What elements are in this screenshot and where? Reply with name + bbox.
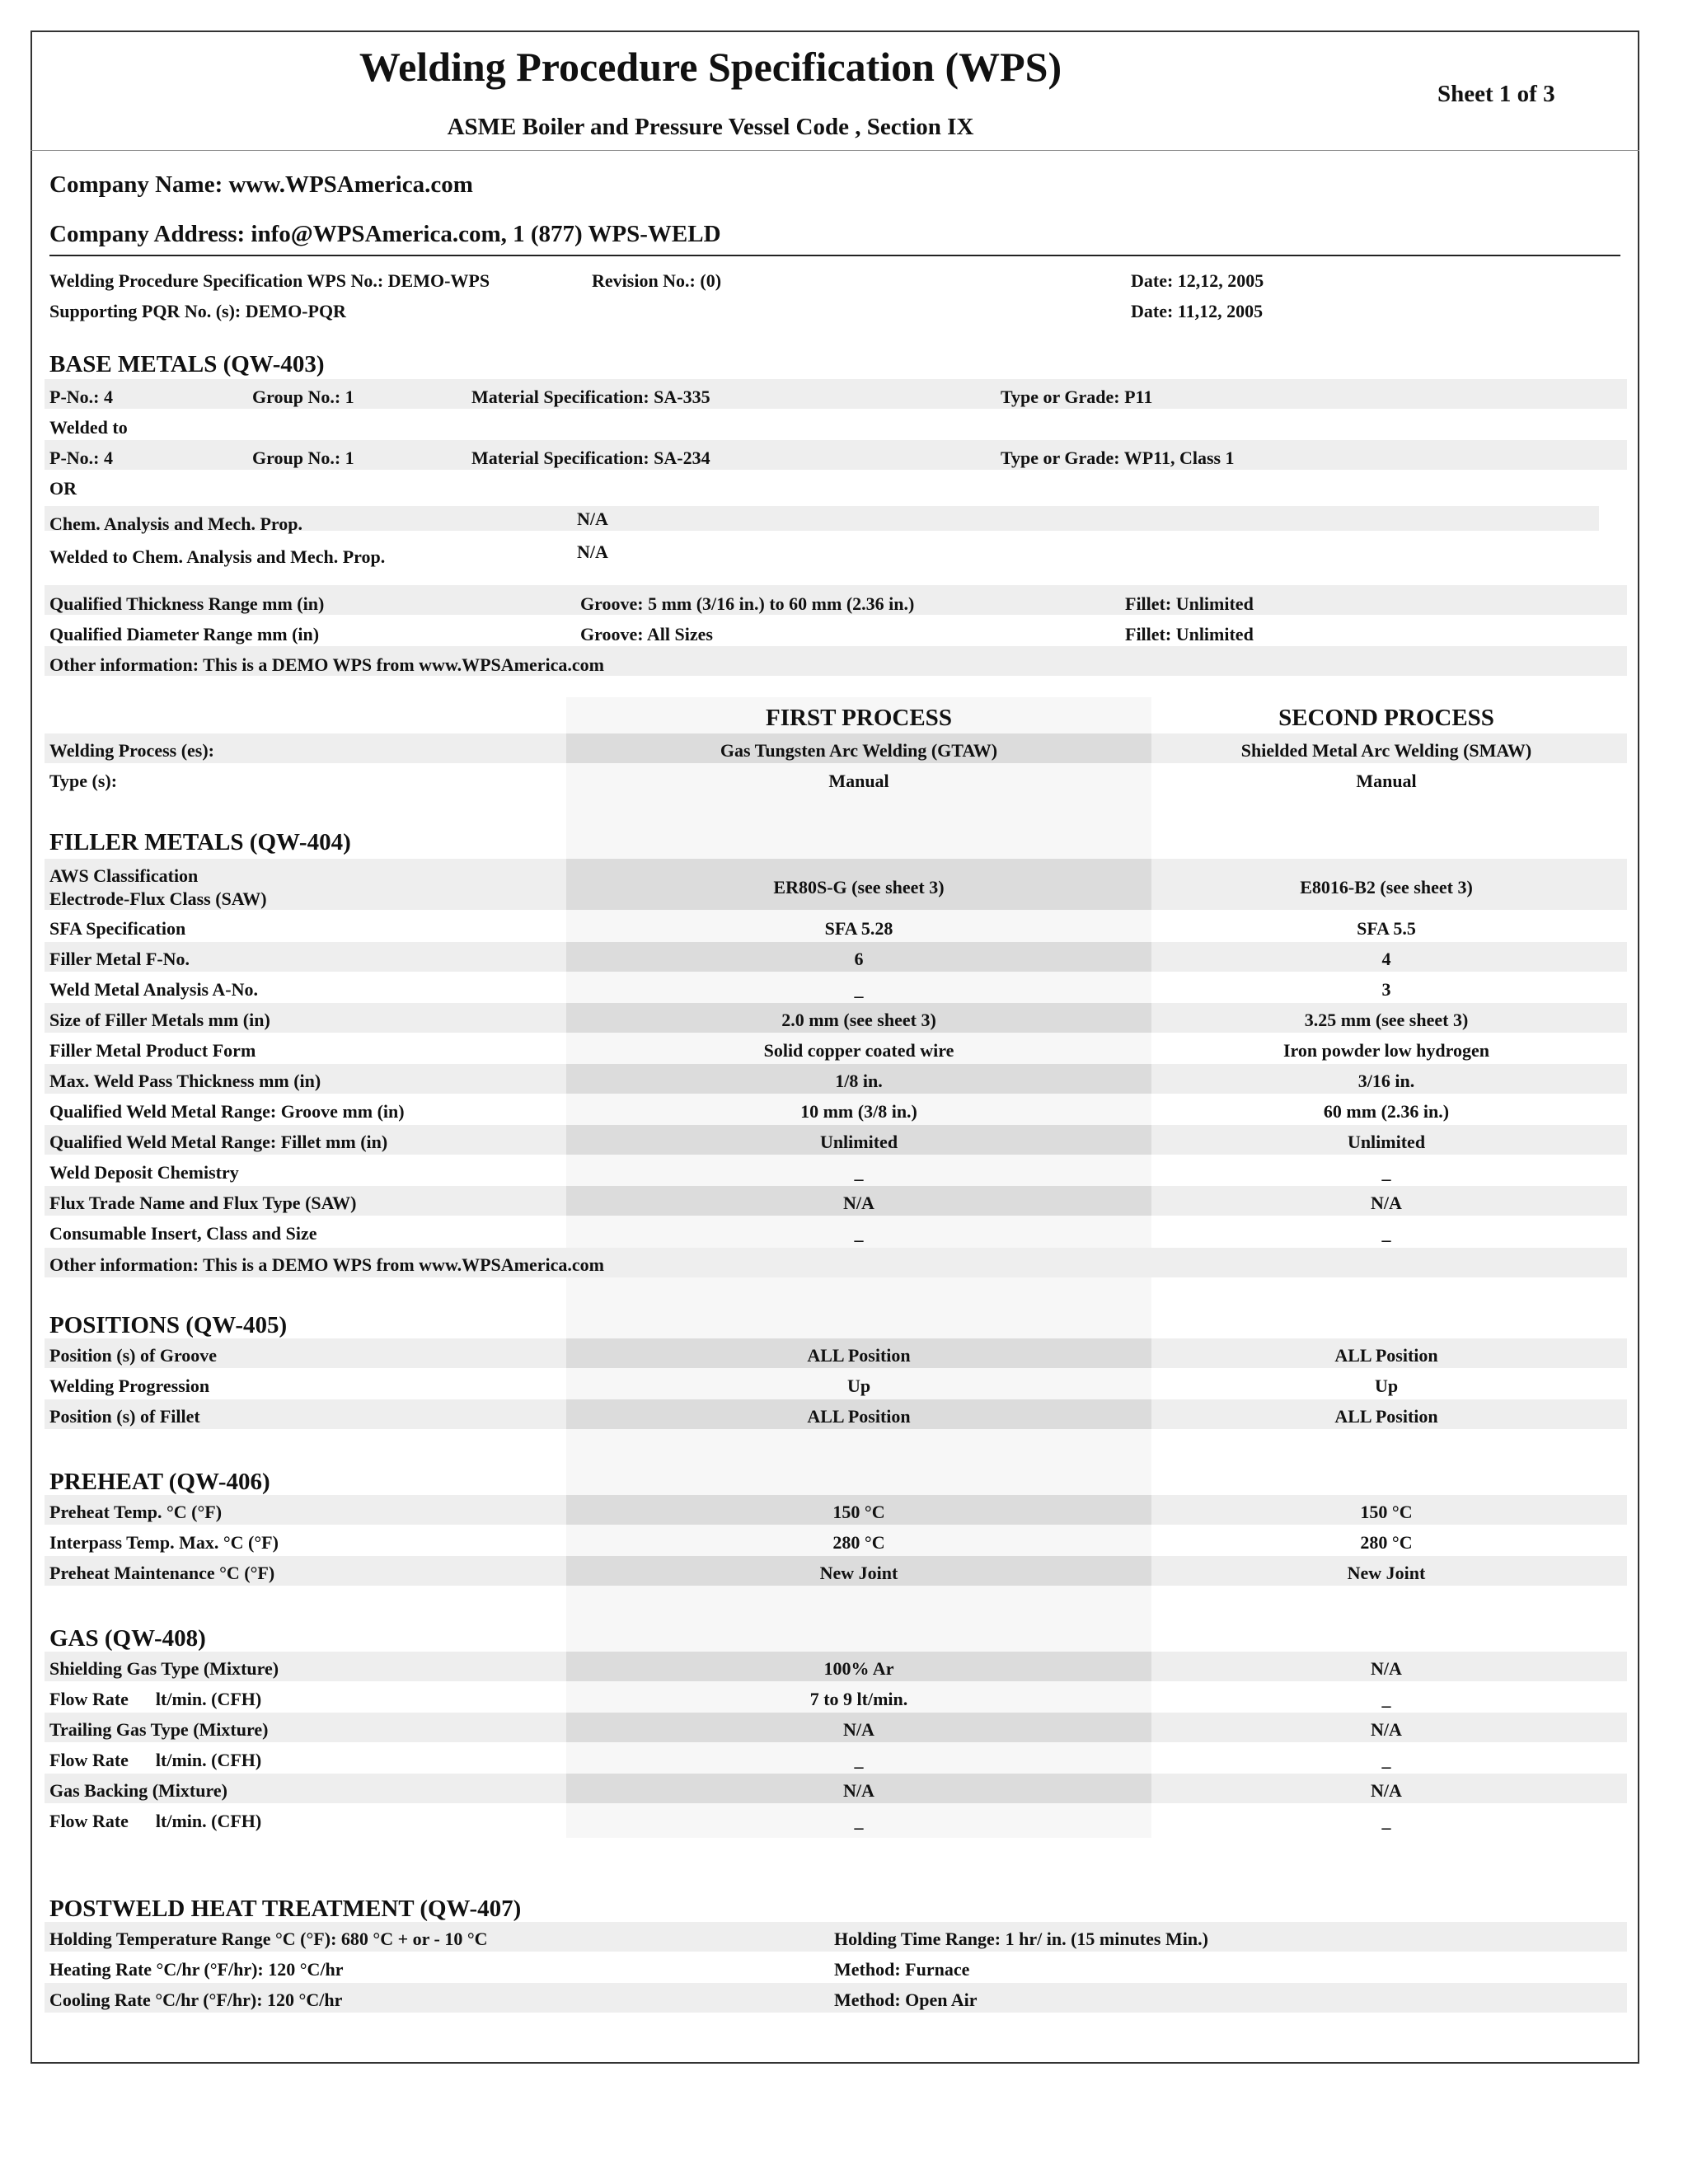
filler-row-second: Iron powder low hydrogen [1283,1040,1489,1061]
gas-row-second: _ [1381,1811,1391,1831]
filler-row-second: N/A [1371,1193,1402,1213]
filler-row-label: Consumable Insert, Class and Size [49,1223,317,1244]
pwht-row-right: Method: Open Air [834,1990,978,2010]
revision-number: Revision No.: (0) [592,270,722,291]
diameter-groove: Groove: All Sizes [580,624,713,644]
gas-row-label: Gas Backing (Mixture) [49,1780,227,1801]
preheat-row-first: New Joint [819,1563,898,1583]
wps-date: Date: 12,12, 2005 [1131,270,1264,291]
process-row-first: Manual [828,771,889,791]
positions-row-first: ALL Position [807,1345,911,1366]
filler-row-first: Unlimited [819,1132,898,1152]
base-metals-heading: BASE METALS (QW-403) [49,351,325,377]
header-divider [30,150,1639,151]
pwht-row-left: Holding Temperature Range °C (°F): 680 °C + or - 10 °C [49,1929,488,1949]
filler-row-second: _ [1381,1223,1391,1244]
positions-row-second: ALL Position [1334,1406,1438,1427]
thickness-range-label: Qualified Thickness Range mm (in) [49,593,325,614]
welded-chem-label: Welded to Chem. Analysis and Mech. Prop. [49,546,386,567]
process-row-second: Shielded Metal Arc Welding (SMAW) [1240,740,1532,761]
preheat-row-second: 280 °C [1360,1532,1413,1553]
company-address: Company Address: info@WPSAmerica.com, 1 (877) WPS-WELD [49,221,721,247]
sheet-number: Sheet 1 of 3 [1437,81,1555,107]
group-no-1: Group No.: 1 [252,387,354,407]
positions-row-label: Position (s) of Groove [49,1345,218,1366]
filler-row-first: N/A [843,1193,874,1213]
gas-row-label: Flow Rate lt/min. (CFH) [49,1811,262,1831]
chem-analysis-value: N/A [577,509,608,529]
filler-row-second: 4 [1381,949,1391,969]
gas-row-second: _ [1381,1689,1391,1709]
filler-row-second: 60 mm (2.36 in.) [1323,1101,1450,1122]
p-no-1: P-No.: 4 [49,387,113,407]
filler-row-second: 3 [1381,979,1391,1000]
gas-row-first: 100% Ar [823,1658,894,1679]
gas-row-first: N/A [843,1780,874,1801]
pqr-number: Supporting PQR No. (s): DEMO-PQR [49,301,346,321]
pwht-row-left: Cooling Rate °C/hr (°F/hr): 120 °C/hr [49,1990,343,2010]
preheat-row-label: Preheat Temp. °C (°F) [49,1502,223,1522]
pwht-row-right: Holding Time Range: 1 hr/ in. (15 minutes Min.) [834,1929,1208,1949]
positions-row-label: Welding Progression [49,1376,210,1396]
process-row-first: Gas Tungsten Arc Welding (GTAW) [720,740,998,761]
filler-row-second: _ [1381,1162,1391,1183]
filler-row-label: Flux Trade Name and Flux Type (SAW) [49,1193,357,1213]
type-grade-1: Type or Grade: P11 [1001,387,1153,407]
gas-row-first: _ [854,1811,864,1831]
preheat-row-label: Preheat Maintenance °C (°F) [49,1563,275,1583]
chem-analysis-label: Chem. Analysis and Mech. Prop. [49,513,303,534]
process-row-label: Welding Process (es): [49,740,215,761]
filler-row-second: 3/16 in. [1357,1071,1415,1091]
filler-row-label: Max. Weld Pass Thickness mm (in) [49,1071,321,1091]
gas-row-first: N/A [843,1719,874,1740]
preheat-heading: PREHEAT (QW-406) [49,1469,270,1495]
page-title: Welding Procedure Specification (WPS) [359,44,1062,90]
positions-row-second: ALL Position [1334,1345,1438,1366]
filler-row-first: 6 [854,949,864,969]
gas-row-label: Flow Rate lt/min. (CFH) [49,1689,262,1709]
page-subtitle: ASME Boiler and Pressure Vessel Code , Section IX [447,114,974,140]
gas-row-second: N/A [1371,1658,1402,1679]
positions-row-first: ALL Position [807,1406,911,1427]
company-name: Company Name: www.WPSAmerica.com [49,171,473,198]
filler-row-second: 3.25 mm (see sheet 3) [1304,1010,1469,1030]
electrode-flux-label: Electrode-Flux Class (SAW) [49,888,267,909]
or-label: OR [49,478,77,499]
pwht-row-right: Method: Furnace [834,1959,970,1980]
process-row-label: Type (s): [49,771,118,791]
thickness-fillet: Fillet: Unlimited [1125,593,1254,614]
filler-row-first: _ [854,979,864,1000]
process-row-second: Manual [1356,771,1417,791]
pqr-date: Date: 11,12, 2005 [1131,301,1264,321]
filler-row-label: Weld Metal Analysis A-No. [49,979,259,1000]
filler-other-info: Other information: This is a DEMO WPS from www.WPSAmerica.com [49,1254,604,1275]
filler-row-first: _ [854,1223,864,1244]
filler-row-label: Qualified Weld Metal Range: Groove mm (in) [49,1101,405,1122]
positions-row-second: Up [1374,1376,1399,1396]
filler-row-label: Filler Metal Product Form [49,1040,256,1061]
filler-row-label: Filler Metal F-No. [49,949,190,969]
filler-row-second: SFA 5.5 [1357,918,1416,939]
second-process-heading: SECOND PROCESS [1278,705,1494,731]
filler-row-label: Size of Filler Metals mm (in) [49,1010,270,1030]
wps-number: Welding Procedure Specification WPS No.: DEMO-WPS [49,270,490,291]
positions-heading: POSITIONS (QW-405) [49,1312,288,1338]
filler-row-first: Solid copper coated wire [763,1040,954,1061]
gas-heading: GAS (QW-408) [49,1625,206,1652]
positions-row-first: Up [846,1376,871,1396]
gas-row-label: Shielding Gas Type (Mixture) [49,1658,279,1679]
preheat-row-label: Interpass Temp. Max. °C (°F) [49,1532,279,1553]
p-no-2: P-No.: 4 [49,448,113,468]
gas-row-first: 7 to 9 lt/min. [809,1689,908,1709]
gas-row-label: Trailing Gas Type (Mixture) [49,1719,269,1740]
thickness-groove: Groove: 5 mm (3/16 in.) to 60 mm (2.36 in.) [580,593,915,614]
filler-row-label: Qualified Weld Metal Range: Fillet mm (in) [49,1132,388,1152]
positions-row-label: Position (s) of Fillet [49,1406,200,1427]
group-no-2: Group No.: 1 [252,448,354,468]
filler-row-first: 2.0 mm (see sheet 3) [781,1010,936,1030]
preheat-row-second: New Joint [1347,1563,1426,1583]
filler-row-second: Unlimited [1347,1132,1426,1152]
material-spec-2: Material Specification: SA-234 [471,448,710,468]
gas-row-second: N/A [1371,1719,1402,1740]
diameter-range-label: Qualified Diameter Range mm (in) [49,624,320,644]
gas-row-second: _ [1381,1750,1391,1770]
type-grade-2: Type or Grade: WP11, Class 1 [1001,448,1235,468]
pwht-heading: POSTWELD HEAT TREATMENT (QW-407) [49,1896,522,1922]
aws-second-value: E8016-B2 (see sheet 3) [1300,877,1473,898]
gas-row-label: Flow Rate lt/min. (CFH) [49,1750,262,1770]
pwht-row-left: Heating Rate °C/hr (°F/hr): 120 °C/hr [49,1959,344,1980]
welded-chem-value: N/A [577,541,608,562]
welded-to-label: Welded to [49,417,128,438]
aws-class-label: AWS Classification [49,865,199,886]
diameter-fillet: Fillet: Unlimited [1125,624,1254,644]
preheat-row-second: 150 °C [1360,1502,1413,1522]
preheat-row-first: 150 °C [832,1502,885,1522]
company-rule [49,255,1620,256]
material-spec-1: Material Specification: SA-335 [471,387,710,407]
first-process-heading: FIRST PROCESS [766,705,952,731]
gas-row-second: N/A [1371,1780,1402,1801]
filler-row-first: SFA 5.28 [824,918,893,939]
filler-row-label: Weld Deposit Chemistry [49,1162,239,1183]
filler-row-label: SFA Specification [49,918,186,939]
aws-first-value: ER80S-G (see sheet 3) [773,877,945,898]
filler-row-first: _ [854,1162,864,1183]
filler-metals-heading: FILLER METALS (QW-404) [49,829,351,855]
gas-row-first: _ [854,1750,864,1770]
preheat-row-first: 280 °C [832,1532,885,1553]
base-other-info: Other information: This is a DEMO WPS from www.WPSAmerica.com [49,654,604,675]
filler-row-first: 10 mm (3/8 in.) [800,1101,917,1122]
filler-row-first: 1/8 in. [835,1071,883,1091]
